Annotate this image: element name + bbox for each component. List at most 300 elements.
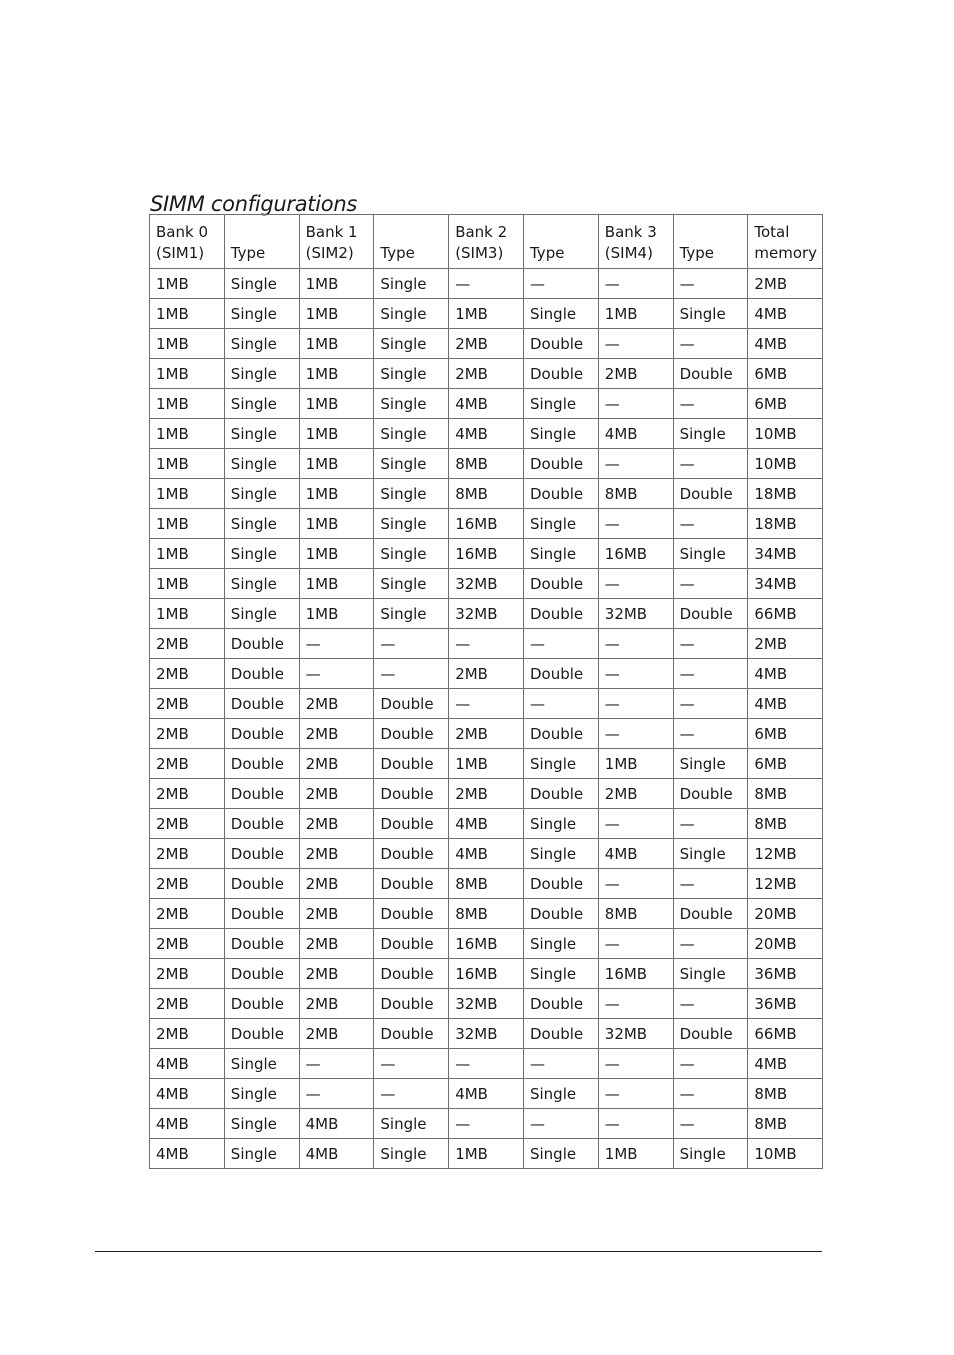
cell-bank3-type: — xyxy=(673,1049,748,1079)
cell-bank1-size: — xyxy=(299,1079,374,1109)
cell-bank2-type: — xyxy=(523,1109,598,1139)
cell-bank2-size: 16MB xyxy=(449,959,524,989)
cell-bank0-size: 2MB xyxy=(150,689,225,719)
header-bank3-type xyxy=(673,215,748,269)
cell-bank1-size: 1MB xyxy=(299,509,374,539)
table-row xyxy=(150,1079,823,1109)
cell-bank0-size: 1MB xyxy=(150,569,225,599)
cell-bank1-type: Single xyxy=(374,599,449,629)
cell-bank1-type: Double xyxy=(374,1019,449,1049)
cell-bank3-size: — xyxy=(598,659,673,689)
cell-bank3-size: — xyxy=(598,1079,673,1109)
cell-bank3-type: Single xyxy=(673,839,748,869)
cell-bank3-type: Single xyxy=(673,1139,748,1169)
cell-bank2-size: 4MB xyxy=(449,1079,524,1109)
header-bank1-type xyxy=(374,215,449,269)
cell-bank0-type: Double xyxy=(224,659,299,689)
cell-bank3-size: 2MB xyxy=(598,359,673,389)
cell-bank1-size: 1MB xyxy=(299,449,374,479)
cell-total-memory: 8MB xyxy=(748,809,823,839)
cell-bank3-type: Single xyxy=(673,539,748,569)
cell-bank1-size: 1MB xyxy=(299,329,374,359)
cell-bank1-type: Double xyxy=(374,839,449,869)
cell-bank2-size: 16MB xyxy=(449,509,524,539)
table-row xyxy=(150,419,823,449)
cell-bank1-size: 2MB xyxy=(299,779,374,809)
cell-bank1-type: Double xyxy=(374,689,449,719)
cell-bank2-size: 8MB xyxy=(449,869,524,899)
cell-bank3-size: 1MB xyxy=(598,299,673,329)
cell-total-memory: 2MB xyxy=(748,629,823,659)
table-row xyxy=(150,329,823,359)
cell-bank1-size: 4MB xyxy=(299,1139,374,1169)
page-title: SIMM configurations xyxy=(150,192,357,217)
cell-bank1-type: Single xyxy=(374,359,449,389)
cell-bank2-size: 32MB xyxy=(449,989,524,1019)
cell-bank0-size: 2MB xyxy=(150,989,225,1019)
cell-bank0-type: Double xyxy=(224,749,299,779)
footer-divider xyxy=(95,1251,822,1252)
cell-bank3-size: 4MB xyxy=(598,839,673,869)
simm-configurations-table xyxy=(149,214,823,1169)
cell-bank2-size: 1MB xyxy=(449,749,524,779)
cell-bank2-type: Double xyxy=(523,779,598,809)
cell-bank1-size: — xyxy=(299,1049,374,1079)
cell-bank3-type: Double xyxy=(673,479,748,509)
cell-bank0-size: 2MB xyxy=(150,629,225,659)
cell-bank3-type: Double xyxy=(673,779,748,809)
cell-bank0-size: 2MB xyxy=(150,1019,225,1049)
cell-bank2-size: 16MB xyxy=(449,929,524,959)
cell-bank0-type: Single xyxy=(224,1079,299,1109)
cell-bank0-size: 1MB xyxy=(150,389,225,419)
cell-bank1-type: Double xyxy=(374,809,449,839)
cell-bank1-type: Single xyxy=(374,539,449,569)
cell-bank1-type: Double xyxy=(374,869,449,899)
cell-total-memory: 18MB xyxy=(748,479,823,509)
cell-total-memory: 34MB xyxy=(748,539,823,569)
header-line: Type xyxy=(529,244,565,262)
cell-bank2-type: Double xyxy=(523,719,598,749)
cell-total-memory: 66MB xyxy=(748,1019,823,1049)
cell-total-memory: 36MB xyxy=(748,959,823,989)
table-row xyxy=(150,989,823,1019)
cell-total-memory: 34MB xyxy=(748,569,823,599)
table-row xyxy=(150,1139,823,1169)
cell-bank0-size: 1MB xyxy=(150,479,225,509)
cell-bank1-size: — xyxy=(299,659,374,689)
table-row xyxy=(150,839,823,869)
cell-bank0-size: 2MB xyxy=(150,749,225,779)
cell-bank0-type: Single xyxy=(224,569,299,599)
cell-bank1-type: Double xyxy=(374,779,449,809)
cell-bank3-size: — xyxy=(598,689,673,719)
cell-bank2-size: 4MB xyxy=(449,389,524,419)
cell-bank1-type: Single xyxy=(374,299,449,329)
cell-bank1-type: Double xyxy=(374,749,449,779)
cell-bank2-type: Double xyxy=(523,329,598,359)
cell-bank2-type: — xyxy=(523,269,598,299)
cell-bank1-type: Single xyxy=(374,329,449,359)
header-line: (SIM2) xyxy=(305,244,354,262)
table-row xyxy=(150,809,823,839)
table-row xyxy=(150,449,823,479)
cell-bank1-type: Single xyxy=(374,389,449,419)
cell-bank2-type: Single xyxy=(523,809,598,839)
cell-bank3-size: — xyxy=(598,509,673,539)
table-row xyxy=(150,269,823,299)
cell-bank0-type: Single xyxy=(224,1109,299,1139)
cell-bank0-type: Double xyxy=(224,779,299,809)
cell-bank3-size: — xyxy=(598,719,673,749)
header-bank3 xyxy=(598,215,673,269)
cell-bank0-type: Single xyxy=(224,539,299,569)
cell-bank1-type: — xyxy=(374,629,449,659)
cell-bank3-size: — xyxy=(598,869,673,899)
header-line: Type xyxy=(230,244,266,262)
table-body xyxy=(150,269,823,1169)
cell-bank0-size: 4MB xyxy=(150,1079,225,1109)
cell-bank1-size: 2MB xyxy=(299,719,374,749)
cell-bank3-size: — xyxy=(598,449,673,479)
cell-bank2-type: Single xyxy=(523,749,598,779)
cell-bank1-size: 2MB xyxy=(299,839,374,869)
cell-bank1-size: 2MB xyxy=(299,809,374,839)
cell-bank2-type: Single xyxy=(523,509,598,539)
table-row xyxy=(150,569,823,599)
table-row xyxy=(150,299,823,329)
table-row xyxy=(150,659,823,689)
cell-bank2-type: Double xyxy=(523,599,598,629)
table-row xyxy=(150,479,823,509)
cell-bank1-type: Double xyxy=(374,719,449,749)
cell-bank2-size: 1MB xyxy=(449,299,524,329)
header-total-memory xyxy=(748,215,823,269)
table-row xyxy=(150,509,823,539)
header-line: (SIM1) xyxy=(156,244,205,262)
cell-bank2-size: 32MB xyxy=(449,569,524,599)
cell-bank2-size: 4MB xyxy=(449,809,524,839)
cell-bank2-type: Double xyxy=(523,449,598,479)
cell-bank0-size: 1MB xyxy=(150,359,225,389)
cell-bank2-size: 8MB xyxy=(449,449,524,479)
cell-bank0-size: 2MB xyxy=(150,839,225,869)
table-row xyxy=(150,719,823,749)
header-line: (SIM3) xyxy=(455,244,504,262)
cell-bank1-size: 2MB xyxy=(299,929,374,959)
cell-bank0-type: Single xyxy=(224,449,299,479)
cell-bank1-size: 1MB xyxy=(299,539,374,569)
cell-bank2-size: — xyxy=(449,1049,524,1079)
cell-bank3-size: 1MB xyxy=(598,749,673,779)
cell-bank1-size: 1MB xyxy=(299,479,374,509)
cell-bank3-type: — xyxy=(673,809,748,839)
cell-total-memory: 4MB xyxy=(748,659,823,689)
cell-bank0-type: Double xyxy=(224,869,299,899)
cell-bank0-type: Double xyxy=(224,959,299,989)
cell-bank3-size: — xyxy=(598,1049,673,1079)
cell-bank0-type: Double xyxy=(224,629,299,659)
table-row xyxy=(150,1049,823,1079)
cell-bank3-type: — xyxy=(673,719,748,749)
cell-bank0-type: Single xyxy=(224,329,299,359)
header-line xyxy=(530,222,598,243)
cell-bank3-type: — xyxy=(673,449,748,479)
cell-bank2-size: 8MB xyxy=(449,899,524,929)
cell-bank1-type: Double xyxy=(374,959,449,989)
cell-bank0-type: Double xyxy=(224,929,299,959)
cell-bank1-size: 1MB xyxy=(299,269,374,299)
cell-bank2-type: Double xyxy=(523,899,598,929)
cell-bank3-type: Double xyxy=(673,899,748,929)
cell-bank3-type: — xyxy=(673,929,748,959)
cell-total-memory: 12MB xyxy=(748,839,823,869)
cell-bank2-size: 4MB xyxy=(449,839,524,869)
cell-bank1-type: Single xyxy=(374,419,449,449)
cell-bank0-size: 1MB xyxy=(150,419,225,449)
header-line xyxy=(231,222,299,243)
cell-bank2-type: Single xyxy=(523,1079,598,1109)
cell-total-memory: 4MB xyxy=(748,689,823,719)
cell-bank1-type: Single xyxy=(374,569,449,599)
table-row xyxy=(150,629,823,659)
table-row xyxy=(150,389,823,419)
cell-total-memory: 2MB xyxy=(748,269,823,299)
table-row xyxy=(150,1019,823,1049)
cell-bank0-type: Single xyxy=(224,1049,299,1079)
cell-bank1-size: 1MB xyxy=(299,419,374,449)
cell-bank0-size: 4MB xyxy=(150,1109,225,1139)
cell-bank1-size: 2MB xyxy=(299,899,374,929)
header-line: Type xyxy=(380,244,415,262)
header-bank0 xyxy=(150,215,225,269)
cell-bank0-type: Double xyxy=(224,899,299,929)
header-line: Type xyxy=(679,244,715,262)
cell-bank3-type: — xyxy=(673,1079,748,1109)
cell-bank3-type: — xyxy=(673,389,748,419)
cell-bank3-type: Double xyxy=(673,359,748,389)
cell-bank2-type: Double xyxy=(523,1019,598,1049)
cell-bank2-type: Single xyxy=(523,929,598,959)
table-row xyxy=(150,359,823,389)
cell-bank1-size: 4MB xyxy=(299,1109,374,1139)
header-row xyxy=(150,215,823,269)
cell-bank3-type: — xyxy=(673,1109,748,1139)
cell-bank1-size: 2MB xyxy=(299,689,374,719)
cell-total-memory: 4MB xyxy=(748,299,823,329)
table-row xyxy=(150,599,823,629)
header-line: Bank 2 xyxy=(455,223,508,241)
cell-bank2-type: Single xyxy=(523,389,598,419)
header-line xyxy=(680,222,748,243)
cell-bank1-size: — xyxy=(299,629,374,659)
cell-bank3-size: — xyxy=(598,569,673,599)
cell-bank1-size: 2MB xyxy=(299,989,374,1019)
cell-bank2-type: Single xyxy=(523,419,598,449)
table-row xyxy=(150,929,823,959)
cell-bank3-type: Double xyxy=(673,599,748,629)
cell-bank3-type: Single xyxy=(673,419,748,449)
cell-bank0-size: 2MB xyxy=(150,779,225,809)
cell-bank0-type: Single xyxy=(224,1139,299,1169)
cell-bank3-type: — xyxy=(673,869,748,899)
header-bank2-type xyxy=(523,215,598,269)
cell-bank2-size: — xyxy=(449,269,524,299)
cell-bank0-size: 2MB xyxy=(150,809,225,839)
cell-bank0-size: 1MB xyxy=(150,299,225,329)
cell-total-memory: 8MB xyxy=(748,779,823,809)
cell-bank1-size: 1MB xyxy=(299,569,374,599)
cell-bank2-type: — xyxy=(523,1049,598,1079)
cell-bank0-size: 1MB xyxy=(150,539,225,569)
cell-bank0-size: 2MB xyxy=(150,929,225,959)
cell-total-memory: 36MB xyxy=(748,989,823,1019)
cell-bank0-type: Double xyxy=(224,809,299,839)
table-row xyxy=(150,779,823,809)
cell-bank1-type: Single xyxy=(374,269,449,299)
header-line: Bank 1 xyxy=(305,223,358,241)
cell-bank0-size: 2MB xyxy=(150,959,225,989)
cell-bank3-type: — xyxy=(673,689,748,719)
cell-bank3-type: — xyxy=(673,509,748,539)
cell-bank1-type: Single xyxy=(374,1139,449,1169)
cell-bank3-type: — xyxy=(673,989,748,1019)
cell-bank2-size: 2MB xyxy=(449,719,524,749)
cell-bank1-type: Single xyxy=(374,449,449,479)
cell-bank3-type: — xyxy=(673,659,748,689)
cell-total-memory: 6MB xyxy=(748,359,823,389)
cell-bank0-size: 1MB xyxy=(150,599,225,629)
cell-bank2-size: — xyxy=(449,1109,524,1139)
cell-bank2-type: Double xyxy=(523,359,598,389)
cell-bank0-type: Double xyxy=(224,719,299,749)
cell-bank1-type: Single xyxy=(374,1109,449,1139)
cell-bank1-type: — xyxy=(374,1079,449,1109)
cell-bank1-size: 1MB xyxy=(299,359,374,389)
cell-bank1-size: 2MB xyxy=(299,869,374,899)
cell-bank0-type: Single xyxy=(224,299,299,329)
cell-bank2-type: Double xyxy=(523,989,598,1019)
cell-bank3-size: 2MB xyxy=(598,779,673,809)
cell-total-memory: 10MB xyxy=(748,1139,823,1169)
header-bank2 xyxy=(449,215,524,269)
header-line xyxy=(380,222,448,243)
table-row xyxy=(150,749,823,779)
cell-bank1-size: 1MB xyxy=(299,599,374,629)
cell-bank2-type: Single xyxy=(523,299,598,329)
cell-bank0-type: Single xyxy=(224,389,299,419)
cell-total-memory: 12MB xyxy=(748,869,823,899)
cell-bank2-size: 2MB xyxy=(449,779,524,809)
cell-bank0-size: 2MB xyxy=(150,899,225,929)
cell-bank0-size: 2MB xyxy=(150,659,225,689)
cell-total-memory: 8MB xyxy=(748,1109,823,1139)
cell-bank2-size: 8MB xyxy=(449,479,524,509)
cell-bank2-type: Single xyxy=(523,1139,598,1169)
cell-bank3-size: — xyxy=(598,269,673,299)
cell-bank0-type: Double xyxy=(224,839,299,869)
cell-bank0-type: Single xyxy=(224,479,299,509)
cell-bank1-type: Double xyxy=(374,899,449,929)
cell-bank1-size: 2MB xyxy=(299,749,374,779)
cell-bank2-type: Double xyxy=(523,569,598,599)
cell-total-memory: 20MB xyxy=(748,929,823,959)
cell-bank3-size: 1MB xyxy=(598,1139,673,1169)
cell-bank3-size: 4MB xyxy=(598,419,673,449)
cell-bank1-type: Single xyxy=(374,479,449,509)
table-row xyxy=(150,899,823,929)
cell-bank2-type: Double xyxy=(523,479,598,509)
cell-total-memory: 4MB xyxy=(748,329,823,359)
cell-total-memory: 18MB xyxy=(748,509,823,539)
table-row xyxy=(150,1109,823,1139)
cell-bank0-type: Single xyxy=(224,359,299,389)
header-line: memory xyxy=(754,244,818,262)
cell-bank3-size: 8MB xyxy=(598,479,673,509)
cell-bank2-size: 32MB xyxy=(449,599,524,629)
cell-bank2-type: Single xyxy=(523,839,598,869)
cell-bank0-size: 1MB xyxy=(150,329,225,359)
header-bank0-type xyxy=(224,215,299,269)
cell-total-memory: 20MB xyxy=(748,899,823,929)
cell-bank1-type: Double xyxy=(374,989,449,1019)
cell-bank2-size: 2MB xyxy=(449,359,524,389)
table-row xyxy=(150,959,823,989)
table-row xyxy=(150,869,823,899)
cell-bank1-size: 1MB xyxy=(299,389,374,419)
cell-bank0-type: Double xyxy=(224,989,299,1019)
cell-total-memory: 6MB xyxy=(748,749,823,779)
cell-bank2-size: 16MB xyxy=(449,539,524,569)
cell-bank0-size: 1MB xyxy=(150,509,225,539)
cell-total-memory: 10MB xyxy=(748,419,823,449)
header-line: Bank 0 xyxy=(156,223,208,241)
header-line: Bank 3 xyxy=(604,223,657,241)
cell-total-memory: 8MB xyxy=(748,1079,823,1109)
cell-bank1-type: Single xyxy=(374,509,449,539)
cell-bank0-size: 1MB xyxy=(150,449,225,479)
cell-bank3-size: — xyxy=(598,1109,673,1139)
cell-bank3-type: — xyxy=(673,629,748,659)
cell-bank0-size: 4MB xyxy=(150,1049,225,1079)
cell-bank3-type: — xyxy=(673,569,748,599)
cell-total-memory: 6MB xyxy=(748,719,823,749)
cell-bank1-type: Double xyxy=(374,929,449,959)
cell-bank0-type: Single xyxy=(224,509,299,539)
cell-bank3-type: — xyxy=(673,329,748,359)
cell-bank3-size: — xyxy=(598,929,673,959)
cell-bank0-type: Single xyxy=(224,599,299,629)
cell-bank2-type: — xyxy=(523,689,598,719)
cell-bank2-size: 1MB xyxy=(449,1139,524,1169)
cell-bank3-type: Single xyxy=(673,959,748,989)
table-header xyxy=(150,215,823,269)
cell-bank3-size: — xyxy=(598,389,673,419)
cell-bank2-size: — xyxy=(449,629,524,659)
cell-bank0-size: 4MB xyxy=(150,1139,225,1169)
cell-bank3-type: Single xyxy=(673,749,748,779)
cell-bank3-size: 16MB xyxy=(598,539,673,569)
cell-bank3-size: — xyxy=(598,329,673,359)
cell-bank1-size: 2MB xyxy=(299,959,374,989)
cell-bank0-size: 2MB xyxy=(150,719,225,749)
cell-bank3-type: — xyxy=(673,269,748,299)
header-bank1 xyxy=(299,215,374,269)
cell-bank1-size: 2MB xyxy=(299,1019,374,1049)
cell-bank3-size: 32MB xyxy=(598,599,673,629)
cell-total-memory: 6MB xyxy=(748,389,823,419)
cell-bank2-size: — xyxy=(449,689,524,719)
